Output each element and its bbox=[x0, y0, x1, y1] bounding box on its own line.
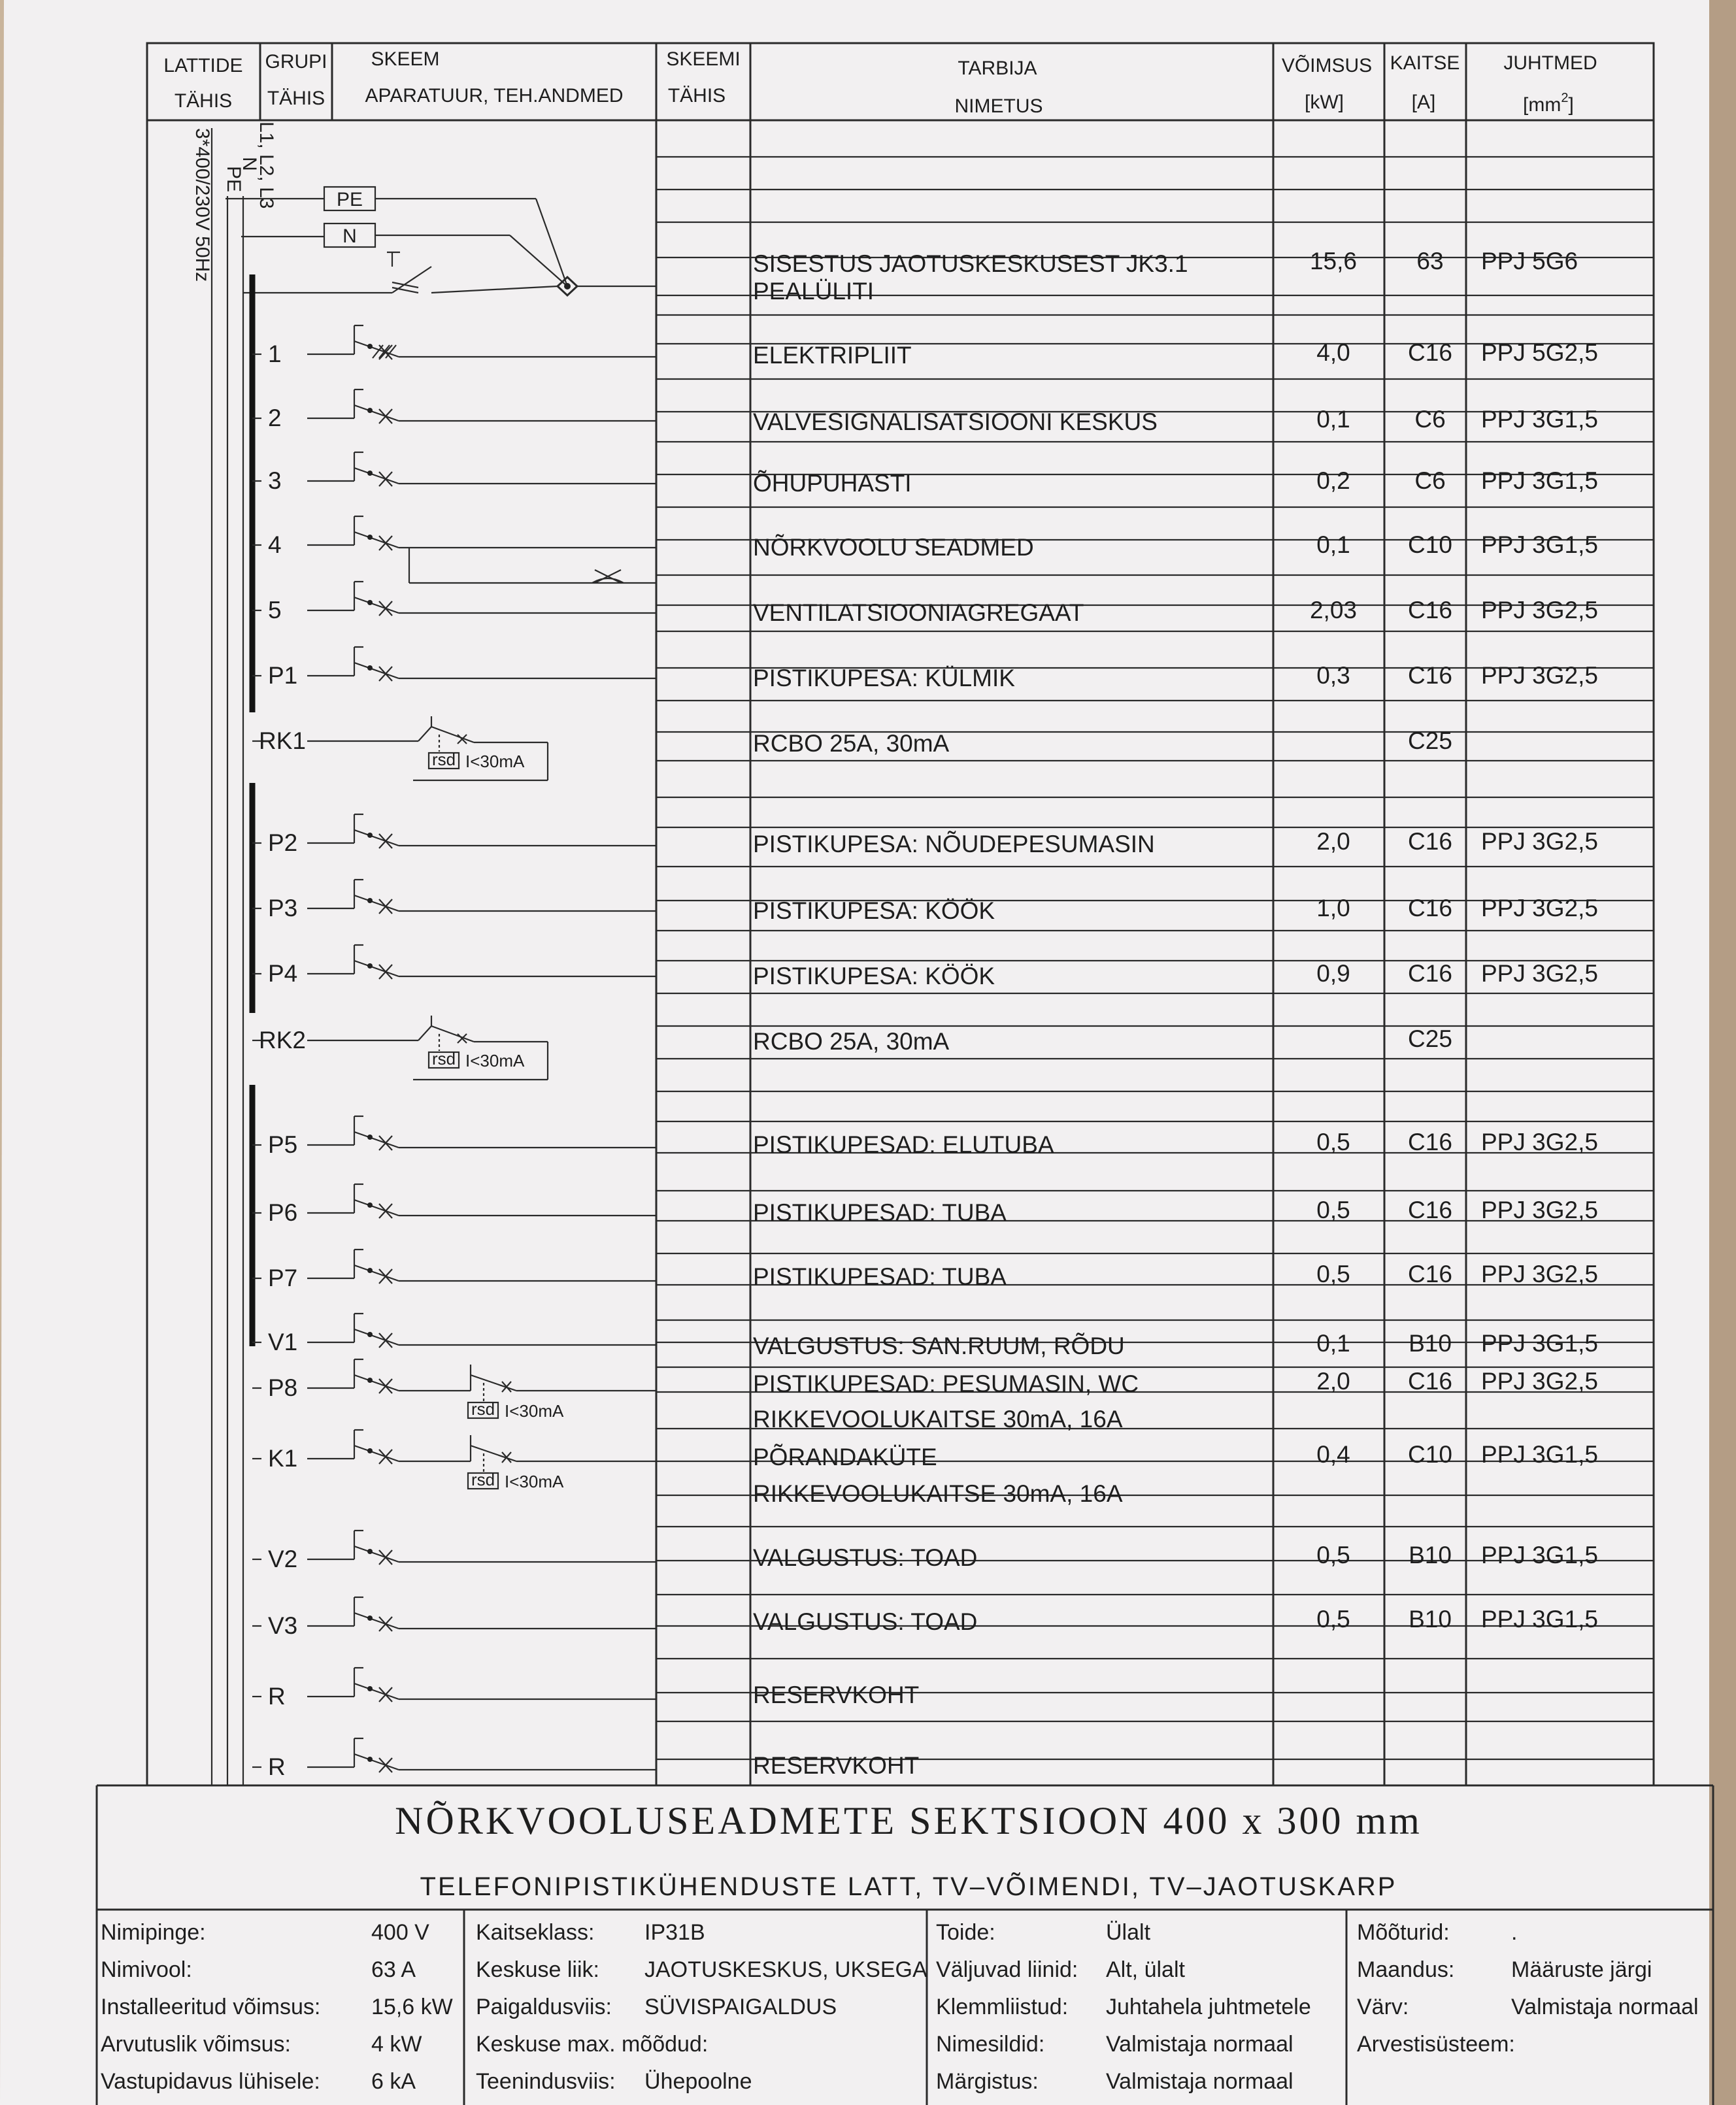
consumer-name: RESERVKOHT bbox=[753, 1752, 920, 1779]
rcd-label: rsd bbox=[471, 1470, 495, 1489]
header-kaitse-2: [A] bbox=[1411, 91, 1436, 113]
header-grupi-1: GRUPI bbox=[265, 51, 327, 73]
consumer-name: VALVESIGNALISATSIOONI KESKUS bbox=[753, 408, 1158, 435]
consumer-name: RIKKEVOOLUKAITSE 30mA, 16A bbox=[753, 1406, 1123, 1433]
fuse-rating: C25 bbox=[1408, 1025, 1452, 1052]
power-kw: 2,0 bbox=[1316, 828, 1350, 855]
spec-value: Alt, ülalt bbox=[1106, 1957, 1185, 1982]
power-kw: 0,5 bbox=[1316, 1606, 1350, 1633]
spec-label: Nimivool: bbox=[101, 1957, 192, 1982]
power-kw: 0,5 bbox=[1316, 1542, 1350, 1568]
group-label: P8 bbox=[268, 1374, 298, 1401]
spec-value: SÜVISPAIGALDUS bbox=[644, 1995, 837, 2019]
header-skeemi-1: SKEEMI bbox=[666, 48, 741, 70]
power-kw: 2,03 bbox=[1309, 597, 1358, 623]
power-kw: 0,1 bbox=[1316, 531, 1350, 558]
spec-value: JAOTUSKESKUS, UKSEGA bbox=[644, 1957, 927, 1982]
rcd-current: I<30mA bbox=[465, 752, 525, 771]
cable-type: PPJ 3G2,5 bbox=[1481, 1129, 1598, 1155]
group-label: K1 bbox=[268, 1445, 298, 1472]
consumer-name: PISTIKUPESA: KÖÖK bbox=[753, 963, 995, 989]
header-juhtmed-sup: 2 bbox=[1561, 91, 1569, 105]
consumer-name: VENTILATSIOONIAGREGAAT bbox=[753, 599, 1084, 626]
consumer-name: PISTIKUPESA: KÜLMIK bbox=[753, 665, 1015, 691]
pe-box-label: PE bbox=[336, 189, 363, 210]
rcd-label: rsd bbox=[431, 1049, 456, 1069]
consumer-name: RIKKEVOOLUKAITSE 30mA, 16A bbox=[753, 1480, 1123, 1507]
spec-label: Väljuvad liinid: bbox=[936, 1957, 1078, 1982]
cable-type: PPJ 3G2,5 bbox=[1481, 1261, 1598, 1287]
group-label: P7 bbox=[268, 1265, 298, 1291]
group-label: P3 bbox=[268, 895, 298, 921]
group-label: R bbox=[268, 1683, 286, 1710]
power-kw: 0,1 bbox=[1316, 406, 1350, 433]
fuse-rating: C16 bbox=[1408, 339, 1452, 366]
fuse-rating: B10 bbox=[1409, 1606, 1452, 1633]
group-label: P5 bbox=[268, 1131, 298, 1158]
spec-label: Paigaldusviis: bbox=[476, 1995, 612, 2019]
spec-value: Juhtahela juhtmetele bbox=[1106, 1995, 1311, 2019]
supply-neutral: N bbox=[239, 157, 260, 171]
supply-voltage: 3*400/230V 50Hz bbox=[192, 128, 213, 282]
spec-value: 4 kW bbox=[371, 2032, 422, 2057]
spec-label: Vastupidavus lühisele: bbox=[101, 2069, 320, 2094]
fuse-rating: C16 bbox=[1408, 597, 1452, 623]
spec-label: Maandus: bbox=[1357, 1957, 1455, 1982]
consumer-row bbox=[753, 1480, 1123, 1507]
consumer-name: PISTIKUPESA: NÕUDEPESUMASIN bbox=[753, 831, 1155, 857]
spec-label: Teenindusviis: bbox=[476, 2069, 616, 2094]
spec-value: Valmistaja normaal bbox=[1106, 2032, 1294, 2057]
header-skeemi-2: TÄHIS bbox=[667, 85, 726, 107]
consumer-name: RCBO 25A, 30mA bbox=[753, 1028, 950, 1055]
header-grupi-2: TÄHIS bbox=[267, 88, 326, 109]
spec-value: Valmistaja normaal bbox=[1106, 2069, 1294, 2094]
fuse-rating: C10 bbox=[1408, 1441, 1452, 1468]
spec-value: Ühepoolne bbox=[644, 2069, 752, 2094]
consumer-name: PÕRANDAKÜTE bbox=[753, 1444, 937, 1470]
supply-earth: PE bbox=[223, 166, 244, 193]
consumer-name: PISTIKUPESAD: ELUTUBA bbox=[753, 1131, 1054, 1158]
fuse-rating: B10 bbox=[1409, 1542, 1452, 1568]
fuse-rating: C16 bbox=[1408, 1197, 1452, 1223]
spec-label: Nimipinge: bbox=[101, 1920, 206, 1945]
cable-type: PPJ 3G2,5 bbox=[1481, 1368, 1598, 1395]
group-label: V3 bbox=[268, 1612, 298, 1639]
group-label: P2 bbox=[268, 829, 298, 856]
header-lattide-1: LATTIDE bbox=[163, 55, 243, 76]
power-kw: 2,0 bbox=[1316, 1368, 1350, 1395]
cable-type: PPJ 3G1,5 bbox=[1481, 1330, 1598, 1357]
cable-type: PPJ 3G1,5 bbox=[1481, 531, 1598, 558]
header-voimsus-1: VÕIMSUS bbox=[1281, 55, 1373, 76]
group-label: R bbox=[268, 1753, 286, 1780]
header-tarbija-1: TARBIJA bbox=[958, 58, 1037, 79]
group-label: RK1 bbox=[259, 727, 306, 754]
consumer-name: PEALÜLITI bbox=[753, 278, 875, 305]
spec-value: 63 A bbox=[371, 1957, 416, 1982]
spec-label: Installeeritud võimsus: bbox=[101, 1995, 321, 2019]
header-juhtmed-1: JUHTMED bbox=[1503, 52, 1597, 74]
spec-label: Märgistus: bbox=[936, 2069, 1039, 2094]
power-kw: 0,5 bbox=[1316, 1261, 1350, 1287]
power-kw: 4,0 bbox=[1316, 339, 1350, 366]
cable-type: PPJ 3G2,5 bbox=[1481, 597, 1598, 623]
spec-label: Nimesildid: bbox=[936, 2032, 1045, 2057]
cable-type: PPJ 3G2,5 bbox=[1481, 895, 1598, 921]
spec-value: 15,6 kW bbox=[371, 1995, 453, 2019]
group-label: 1 bbox=[268, 340, 282, 367]
consumer-name: SISESTUS JAOTUSKESKUSEST JK3.1 bbox=[753, 250, 1188, 277]
consumer-name: PISTIKUPESA: KÖÖK bbox=[753, 897, 995, 924]
fuse-rating: C6 bbox=[1414, 406, 1446, 433]
fuse-rating: C16 bbox=[1408, 1261, 1452, 1287]
cable-type: PPJ 5G2,5 bbox=[1481, 339, 1598, 366]
consumer-name: RESERVKOHT bbox=[753, 1682, 920, 1708]
rcd-label: rsd bbox=[431, 750, 456, 769]
spec-label: Klemmliistud: bbox=[936, 1995, 1069, 2019]
spec-label: Mõõturid: bbox=[1357, 1920, 1450, 1945]
consumer-row bbox=[753, 1682, 919, 1708]
power-kw: 0,5 bbox=[1316, 1197, 1350, 1223]
spec-label: Arvutuslik võimsus: bbox=[101, 2032, 291, 2057]
cable-type: PPJ 5G6 bbox=[1481, 248, 1578, 274]
power-kw: 0,4 bbox=[1316, 1441, 1350, 1468]
spec-value: IP31B bbox=[644, 1920, 705, 1945]
power-kw: 0,2 bbox=[1316, 467, 1350, 494]
rcd-current: I<30mA bbox=[465, 1051, 525, 1070]
fuse-rating: C16 bbox=[1408, 895, 1452, 921]
header-kaitse-1: KAITSE bbox=[1390, 52, 1460, 74]
fuse-rating: C6 bbox=[1414, 467, 1446, 494]
cable-type: PPJ 3G1,5 bbox=[1481, 406, 1598, 433]
cable-type: PPJ 3G2,5 bbox=[1481, 662, 1598, 689]
group-label: RK2 bbox=[259, 1027, 306, 1053]
cable-type: PPJ 3G1,5 bbox=[1481, 1441, 1598, 1468]
fuse-rating: C25 bbox=[1408, 727, 1452, 754]
section-title: NÕRKVOOLUSEADMETE SEKTSIOON 400 x 300 mm bbox=[395, 1799, 1422, 1842]
spec-label: Keskuse liik: bbox=[476, 1957, 599, 1982]
power-kw: 0,9 bbox=[1316, 960, 1350, 987]
section-subtitle: TELEFONIPISTIKÜHENDUSTE LATT, TV–VÕIMENDI, TV–JAOTUSKARP bbox=[420, 1872, 1397, 1901]
header-juhtmed-2b: ] bbox=[1568, 94, 1574, 116]
spec-label: Arvestisüsteem: bbox=[1357, 2032, 1515, 2057]
group-label: 2 bbox=[268, 405, 282, 431]
header-juhtmed-2a: [mm bbox=[1523, 94, 1561, 116]
header-skeem-2: APARATUUR, TEH.ANDMED bbox=[365, 85, 624, 107]
consumer-name: VALGUSTUS: SAN.RUUM, RÕDU bbox=[753, 1333, 1125, 1359]
spec-value: Määruste järgi bbox=[1511, 1957, 1652, 1982]
power-kw: 0,1 bbox=[1316, 1330, 1350, 1357]
group-label: P6 bbox=[268, 1199, 298, 1226]
consumer-name: VALGUSTUS: TOAD bbox=[753, 1544, 978, 1571]
spec-label: Toide: bbox=[936, 1920, 995, 1945]
rcd-current: I<30mA bbox=[505, 1401, 564, 1421]
group-label: V2 bbox=[268, 1546, 298, 1572]
n-box-label: N bbox=[342, 225, 357, 247]
spec-value: 400 V bbox=[371, 1920, 429, 1945]
consumer-name: VALGUSTUS: TOAD bbox=[753, 1608, 978, 1635]
group-label: 3 bbox=[268, 467, 282, 494]
power-kw: 0,3 bbox=[1316, 662, 1350, 689]
spec-value: 6 kA bbox=[371, 2069, 416, 2094]
header-tarbija-2: NIMETUS bbox=[954, 95, 1043, 117]
consumer-name: RCBO 25A, 30mA bbox=[753, 730, 950, 757]
header-skeem-1: SKEEM bbox=[371, 48, 440, 70]
consumer-name: PISTIKUPESAD: TUBA bbox=[753, 1263, 1007, 1290]
cable-type: PPJ 3G2,5 bbox=[1481, 1197, 1598, 1223]
spec-value: Ülalt bbox=[1106, 1920, 1151, 1945]
spec-value: Valmistaja normaal bbox=[1511, 1995, 1699, 2019]
consumer-name: PISTIKUPESAD: PESUMASIN, WC bbox=[753, 1370, 1139, 1397]
fuse-rating: C16 bbox=[1408, 1129, 1452, 1155]
group-label: 4 bbox=[268, 531, 282, 558]
cable-type: PPJ 3G1,5 bbox=[1481, 1542, 1598, 1568]
fuse-rating: C10 bbox=[1408, 531, 1452, 558]
consumer-name: PISTIKUPESAD: TUBA bbox=[753, 1199, 1007, 1226]
group-label: P1 bbox=[268, 662, 298, 689]
consumer-name: ELEKTRIPLIIT bbox=[753, 342, 912, 369]
fuse-rating: C16 bbox=[1408, 662, 1452, 689]
group-label: 5 bbox=[268, 597, 282, 623]
spec-label: Keskuse max. mõõdud: bbox=[476, 2032, 709, 2057]
spec-label: Värv: bbox=[1357, 1995, 1409, 2019]
rcd-label: rsd bbox=[471, 1399, 495, 1419]
consumer-name: NÕRKVOOLU SEADMED bbox=[753, 534, 1034, 561]
group-label: V1 bbox=[268, 1329, 298, 1355]
spec-value: . bbox=[1511, 1920, 1518, 1945]
consumer-row bbox=[753, 278, 874, 305]
consumer-name: ÕHUPUHASTI bbox=[753, 470, 912, 497]
cable-type: PPJ 3G2,5 bbox=[1481, 960, 1598, 987]
group-label: P4 bbox=[268, 960, 298, 987]
consumer-row bbox=[753, 1406, 1123, 1433]
fuse-rating: C16 bbox=[1408, 1368, 1452, 1395]
cable-type: PPJ 3G2,5 bbox=[1481, 828, 1598, 855]
fuse-rating: B10 bbox=[1409, 1330, 1452, 1357]
fuse-rating: C16 bbox=[1408, 960, 1452, 987]
rcd-current: I<30mA bbox=[505, 1472, 564, 1491]
header-voimsus-2: [kW] bbox=[1305, 91, 1344, 113]
header-lattide-2: TÄHIS bbox=[174, 90, 233, 112]
cable-type: PPJ 3G1,5 bbox=[1481, 467, 1598, 494]
power-kw: 1,0 bbox=[1316, 895, 1350, 921]
consumer-row bbox=[753, 1752, 919, 1779]
fuse-rating: 63 bbox=[1416, 248, 1444, 274]
supply-phases: L1, L2, L3 bbox=[256, 122, 277, 209]
power-kw: 15,6 bbox=[1309, 248, 1358, 274]
spec-label: Kaitseklass: bbox=[476, 1920, 595, 1945]
power-kw: 0,5 bbox=[1316, 1129, 1350, 1155]
fuse-rating: C16 bbox=[1408, 828, 1452, 855]
cable-type: PPJ 3G1,5 bbox=[1481, 1606, 1598, 1633]
